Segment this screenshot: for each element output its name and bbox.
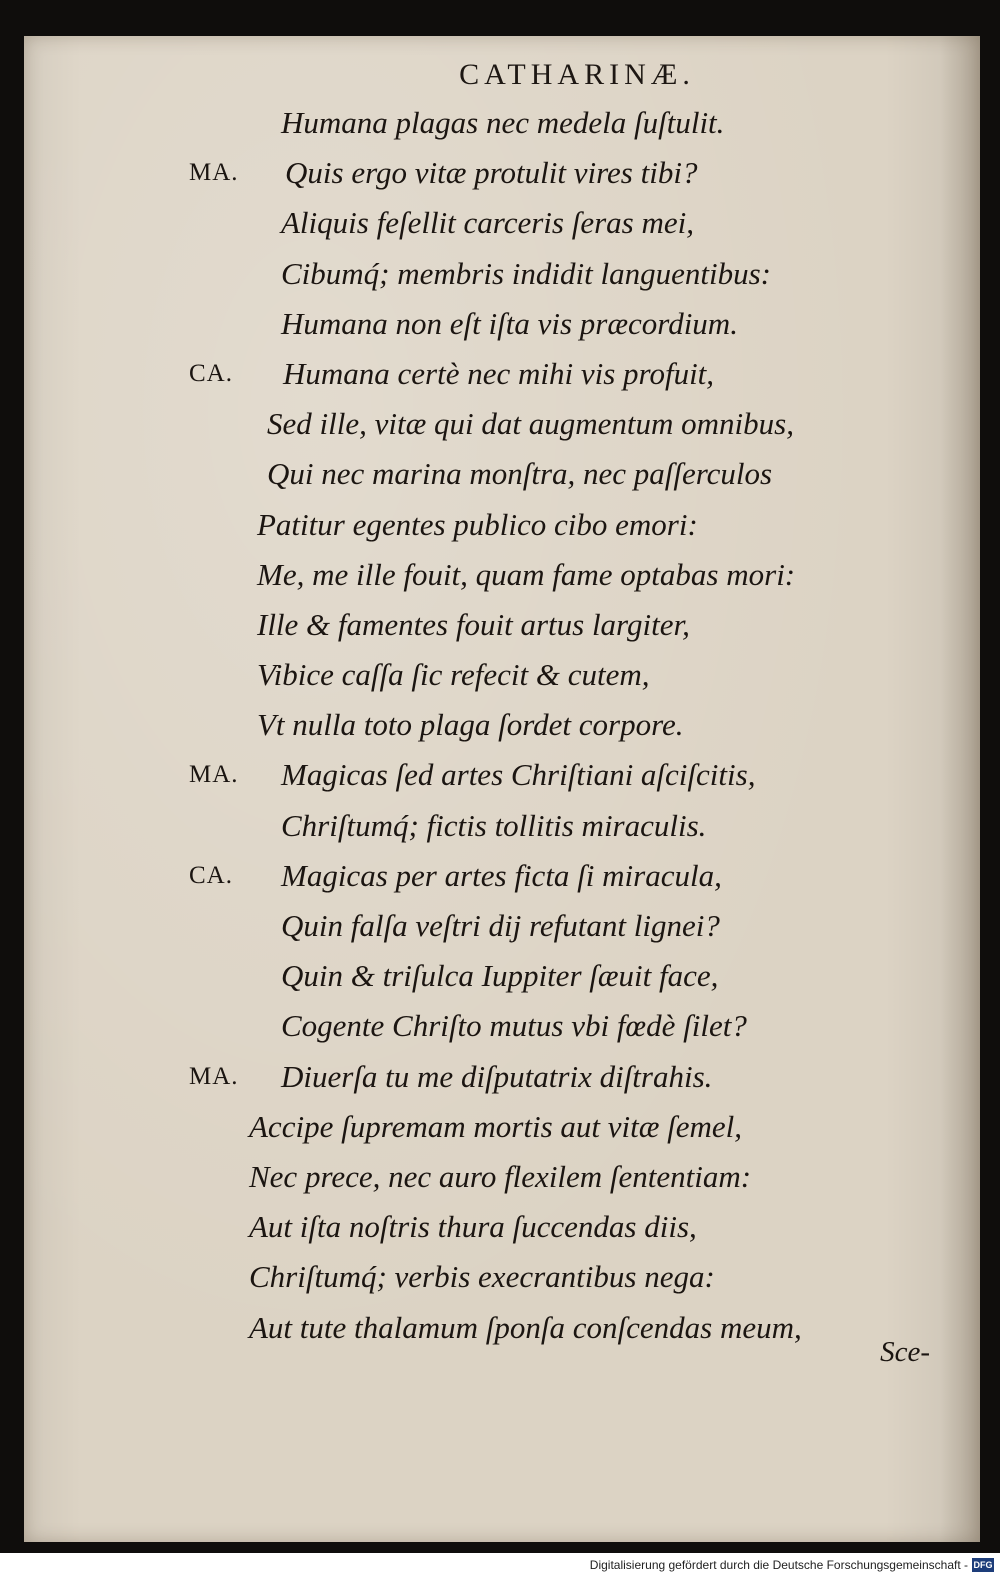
verse-line [189, 399, 969, 449]
book-page [24, 36, 980, 1542]
running-head: CATHARINÆ. [459, 58, 695, 91]
verse-text: Aut tute thalamum ſponſa conſcendas meum, [249, 1309, 802, 1345]
verse-text: Humana non eſt iſta vis præcordium. [281, 305, 738, 341]
verse-line [189, 148, 969, 198]
footer-bar [0, 1553, 1000, 1579]
speaker-label: CA. [189, 359, 233, 387]
verse-text: Accipe ſupremam mortis aut vitæ ſemel, [249, 1108, 743, 1144]
verse-line [189, 449, 969, 499]
verse-line [189, 98, 969, 148]
verse-line [189, 1001, 969, 1051]
verse-line [189, 1252, 969, 1302]
verse-line [189, 700, 969, 750]
speaker-label: CA. [189, 861, 233, 889]
verse-line [189, 1202, 969, 1252]
footer-credit: Digitalisierung gefördert durch die Deutsche Forschungsgemeinschaft - [589, 1558, 968, 1572]
verse-line [189, 249, 969, 299]
verse-text: Cibumq́; membris indidit languentibus: [281, 255, 771, 291]
speaker-label: MA. [189, 159, 239, 187]
verse-text: Diuerſa tu me diſputatrix diſtrahis. [281, 1058, 713, 1094]
verse-text: Vibice caſſa ſic refecit & cutem, [257, 657, 650, 693]
verse-text: Chriſtumq́; fictis tollitis miraculis. [281, 807, 707, 843]
verse-line [189, 198, 969, 248]
verse-line [189, 901, 969, 951]
verse-text: Vt nulla toto plaga ſordet corpore. [257, 707, 684, 743]
verse-text: Nec prece, nec auro flexilem ſententiam: [249, 1158, 752, 1194]
verse-text: Humana plagas nec medela ſuſtulit. [281, 105, 725, 140]
verse-text: Magicas ſed artes Chriſtiani aſciſcitis, [281, 757, 756, 793]
verse-line [189, 650, 969, 700]
verse-line [189, 349, 969, 399]
verse-text: Quin falſa veſtri dij refutant lignei? [281, 908, 720, 943]
dfg-logo[interactable]: DFG [973, 1560, 993, 1570]
verse-line [189, 1052, 969, 1102]
verse-line [189, 299, 969, 349]
verse-line [189, 600, 969, 650]
verse-text: Aut iſta noſtris thura ſuccendas diis, [249, 1209, 697, 1245]
verse-line [189, 1152, 969, 1202]
verse-text: Sed ille, vitæ qui dat augmentum omnibus, [267, 406, 794, 442]
speaker-label: MA. [189, 761, 239, 789]
verse-line [189, 750, 969, 800]
verse-text: Cogente Chriſto mutus vbi fœdè ſilet? [281, 1008, 747, 1044]
verse-line [189, 1102, 969, 1152]
verse-line [189, 1303, 969, 1353]
verse-block [189, 98, 969, 1353]
verse-line [189, 801, 969, 851]
verse-text: Ille & famentes fouit artus largiter, [257, 606, 690, 642]
verse-text: Quin & triſulca Iuppiter ſæuit face, [281, 958, 719, 994]
speaker-label: MA. [189, 1062, 239, 1090]
verse-text: Qui nec marina monſtra, nec paſſerculos [267, 456, 773, 492]
catchword: Sce- [880, 1336, 930, 1368]
verse-text: Patitur egentes publico cibo emori: [257, 506, 698, 542]
verse-line [189, 550, 969, 600]
verse-text: Me, me ille fouit, quam fame optabas mori: [257, 556, 796, 592]
verse-text: Humana certè nec mihi vis profuit, [283, 355, 715, 391]
verse-line [189, 500, 969, 550]
verse-text: Magicas per artes ficta ſi miracula, [281, 857, 722, 893]
verse-text: Chriſtumq́; verbis execrantibus nega: [249, 1259, 715, 1295]
verse-text: Quis ergo vitæ protulit vires tibi? [285, 155, 698, 191]
verse-line [189, 851, 969, 901]
verse-text: Aliquis feſellit carceris ſeras mei, [281, 205, 694, 241]
verse-line [189, 951, 969, 1001]
